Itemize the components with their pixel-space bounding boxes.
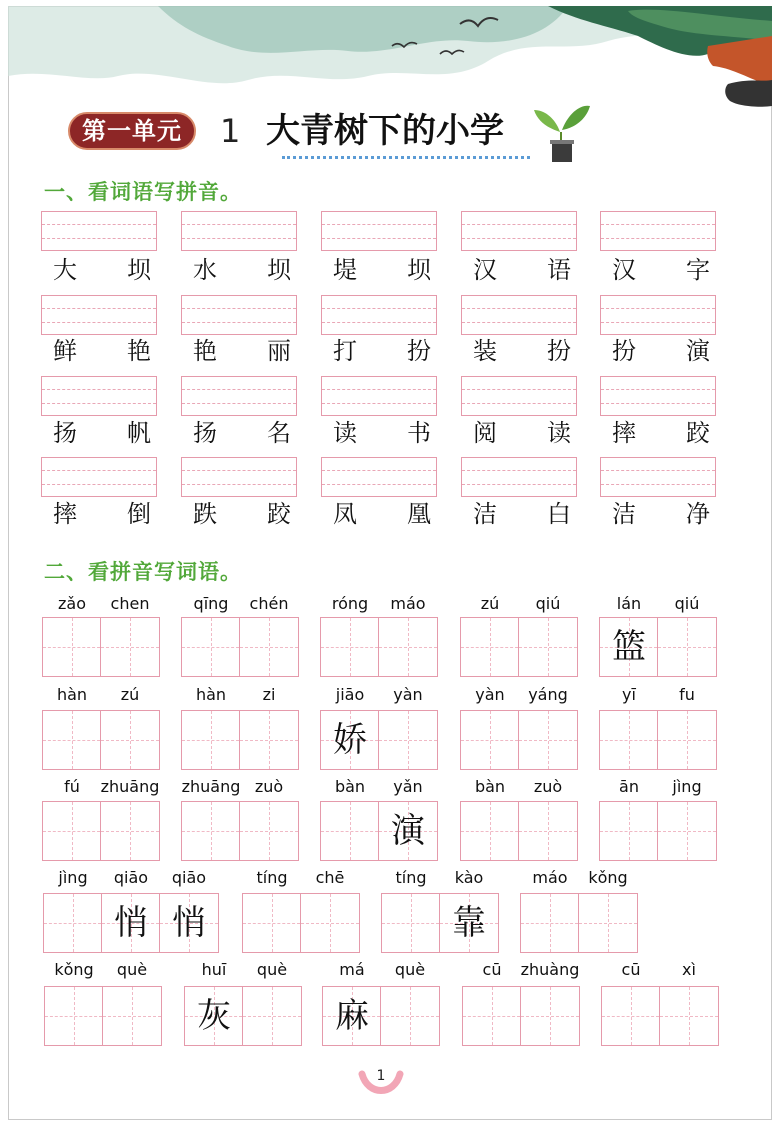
pinyin-label: jìng (58, 868, 88, 887)
word-pair (43, 499, 159, 529)
word-char: 洁 (473, 500, 497, 528)
word-char: 丽 (267, 337, 291, 365)
pinyin-label: yàn (393, 685, 423, 704)
page-number: 1 (376, 1068, 386, 1084)
pinyin-label: zhuāng (181, 777, 241, 796)
grid-cell[interactable] (321, 802, 379, 860)
given-char (182, 802, 240, 860)
word-char: 水 (193, 256, 217, 284)
writing-grid[interactable] (460, 801, 578, 861)
given-char (240, 618, 298, 676)
word-char: 凰 (407, 500, 431, 528)
pinyin-answer-box[interactable] (181, 376, 297, 416)
pinyin-label: qiú (674, 594, 700, 613)
word-char: 字 (686, 256, 710, 284)
pinyin-label: huī (201, 960, 227, 979)
pinyin-answer-box[interactable] (600, 376, 716, 416)
given-char (43, 802, 101, 860)
pinyin-label: hàn (195, 685, 227, 704)
word-pair (463, 336, 579, 366)
grid-cell[interactable] (463, 987, 521, 1045)
given-char (321, 802, 379, 860)
grid-cell[interactable] (379, 711, 437, 769)
given-char (45, 987, 103, 1045)
pinyin-answer-box[interactable] (181, 295, 297, 335)
grid-cell[interactable] (660, 987, 718, 1045)
pinyin-answer-box[interactable] (41, 376, 157, 416)
word-pair (463, 499, 579, 529)
section1-heading: 一、看词语写拼音。 (44, 180, 242, 204)
given-char (658, 711, 716, 769)
grid-cell[interactable] (240, 618, 298, 676)
word-char: 洁 (612, 500, 636, 528)
grid-cell[interactable] (44, 894, 102, 952)
grid-cell[interactable] (101, 711, 159, 769)
grid-cell[interactable] (658, 802, 716, 860)
grid-cell[interactable] (519, 618, 577, 676)
given-char: 篮 (612, 627, 646, 667)
pinyin-label: zǎo (58, 594, 86, 613)
given-char (321, 618, 379, 676)
pinyin-label: róng (331, 594, 369, 613)
word-pair (43, 418, 159, 448)
pinyin-label: zú (120, 685, 140, 704)
pinyin-label: qiú (535, 594, 561, 613)
given-char (600, 802, 658, 860)
pinyin-label: què (394, 960, 426, 979)
given-char: 靠 (452, 903, 486, 943)
given-char (43, 618, 101, 676)
pinyin-answer-box[interactable] (321, 295, 437, 335)
grid-cell[interactable] (461, 711, 519, 769)
word-char: 书 (407, 419, 431, 447)
pinyin-answer-box[interactable] (461, 457, 577, 497)
word-pair (463, 418, 579, 448)
given-char (101, 618, 159, 676)
pinyin-answer-box[interactable] (321, 457, 437, 497)
word-pair (602, 255, 718, 285)
grid-cell[interactable] (600, 618, 658, 676)
word-char: 装 (473, 337, 497, 365)
pinyin-label: cū (621, 960, 641, 979)
pinyin-answer-box[interactable] (41, 295, 157, 335)
writing-grid[interactable] (181, 617, 299, 677)
pinyin-label: zhuàng (520, 960, 580, 979)
word-char: 坝 (267, 256, 291, 284)
word-char: 语 (547, 256, 571, 284)
word-char: 凤 (333, 500, 357, 528)
pinyin-label: yǎn (393, 777, 423, 796)
pinyin-label: ān (619, 777, 639, 796)
word-char: 扬 (53, 419, 77, 447)
grid-cell[interactable] (321, 711, 379, 769)
pinyin-label: bàn (474, 777, 506, 796)
pinyin-label: fu (679, 685, 695, 704)
pinyin-label: tíng (256, 868, 288, 887)
writing-grid[interactable] (599, 710, 717, 770)
writing-grid[interactable] (599, 801, 717, 861)
grid-cell[interactable] (579, 894, 637, 952)
word-pair (43, 255, 159, 285)
given-char (103, 987, 161, 1045)
writing-grid[interactable] (320, 710, 438, 770)
pinyin-label: què (116, 960, 148, 979)
word-char: 读 (333, 419, 357, 447)
given-char: 灰 (197, 996, 231, 1036)
given-char (600, 711, 658, 769)
word-pair (323, 336, 439, 366)
given-char (240, 802, 298, 860)
pinyin-label: qiāo (171, 868, 207, 887)
grid-cell[interactable] (440, 894, 498, 952)
pinyin-answer-box[interactable] (181, 211, 297, 251)
word-char: 帆 (127, 419, 151, 447)
writing-grid[interactable] (242, 893, 360, 953)
pinyin-label: zhuāng (100, 777, 160, 796)
writing-grid[interactable] (184, 986, 302, 1046)
given-char: 演 (391, 811, 425, 851)
given-char: 麻 (335, 996, 369, 1036)
given-char (658, 802, 716, 860)
pinyin-answer-box[interactable] (600, 457, 716, 497)
word-char: 大 (53, 256, 77, 284)
writing-grid[interactable] (599, 617, 717, 677)
given-char (521, 894, 579, 952)
word-pair (602, 418, 718, 448)
pinyin-label: kào (454, 868, 484, 887)
word-char: 艳 (127, 337, 151, 365)
grid-cell[interactable] (323, 987, 381, 1045)
given-char (519, 618, 577, 676)
word-pair (183, 418, 299, 448)
grid-cell[interactable] (521, 987, 579, 1045)
lesson-title: 大青树下的小学 (266, 111, 504, 151)
word-char: 白 (547, 500, 571, 528)
given-char (602, 987, 660, 1045)
sprout-pot-icon (528, 92, 592, 164)
grid-cell[interactable] (602, 987, 660, 1045)
lesson-number: 1 (220, 112, 241, 150)
word-char: 摔 (53, 500, 77, 528)
word-char: 净 (686, 500, 710, 528)
pinyin-answer-box[interactable] (181, 457, 297, 497)
grid-cell[interactable] (45, 987, 103, 1045)
given-char (521, 987, 579, 1045)
pinyin-answer-box[interactable] (461, 295, 577, 335)
grid-cell[interactable] (379, 802, 437, 860)
pinyin-label: yáng (528, 685, 568, 704)
pinyin-label: zuò (254, 777, 284, 796)
pinyin-label: què (256, 960, 288, 979)
pinyin-label: fú (64, 777, 80, 796)
given-char (182, 618, 240, 676)
pinyin-answer-box[interactable] (461, 376, 577, 416)
given-char (243, 894, 301, 952)
given-char (381, 987, 439, 1045)
pinyin-label: yàn (475, 685, 505, 704)
given-char (579, 894, 637, 952)
word-pair (323, 255, 439, 285)
grid-cell[interactable] (461, 802, 519, 860)
given-char: 悄 (114, 903, 148, 943)
pinyin-label: máo (532, 868, 568, 887)
given-char (379, 618, 437, 676)
pinyin-answer-box[interactable] (600, 211, 716, 251)
pinyin-label: jìng (672, 777, 702, 796)
writing-grid[interactable] (460, 617, 578, 677)
grid-cell[interactable] (182, 802, 240, 860)
pinyin-label: kǒng (54, 960, 94, 979)
pinyin-answer-box[interactable] (461, 211, 577, 251)
given-char (43, 711, 101, 769)
given-char (660, 987, 718, 1045)
writing-grid[interactable] (44, 986, 162, 1046)
grid-cell[interactable] (658, 618, 716, 676)
writing-grid[interactable] (320, 801, 438, 861)
grid-cell[interactable] (43, 711, 101, 769)
word-char: 跤 (686, 419, 710, 447)
word-pair (323, 418, 439, 448)
word-char: 扮 (547, 337, 571, 365)
given-char (44, 894, 102, 952)
pinyin-label: chē (315, 868, 345, 887)
writing-grid[interactable] (43, 893, 219, 953)
word-char: 跤 (267, 500, 291, 528)
word-pair (43, 336, 159, 366)
given-char (301, 894, 359, 952)
pinyin-label: zi (262, 685, 276, 704)
pinyin-label: bàn (334, 777, 366, 796)
grid-cell[interactable] (160, 894, 218, 952)
grid-cell[interactable] (461, 618, 519, 676)
grid-cell[interactable] (519, 802, 577, 860)
grid-cell[interactable] (521, 894, 579, 952)
grid-cell[interactable] (600, 802, 658, 860)
unit-badge: 第一单元 (68, 112, 196, 150)
pinyin-answer-box[interactable] (41, 211, 157, 251)
given-char (658, 618, 716, 676)
word-char: 阅 (473, 419, 497, 447)
word-char: 堤 (333, 256, 357, 284)
grid-cell[interactable] (600, 711, 658, 769)
pinyin-label: zú (480, 594, 500, 613)
grid-cell[interactable] (519, 711, 577, 769)
word-pair (602, 499, 718, 529)
grid-cell[interactable] (101, 618, 159, 676)
grid-cell[interactable] (103, 987, 161, 1045)
pinyin-label: má (339, 960, 365, 979)
word-pair (183, 499, 299, 529)
grid-cell[interactable] (185, 987, 243, 1045)
grid-cell[interactable] (102, 894, 160, 952)
word-char: 艳 (193, 337, 217, 365)
pinyin-label: máo (390, 594, 426, 613)
word-char: 扮 (407, 337, 431, 365)
grid-cell[interactable] (240, 711, 298, 769)
pinyin-label: qīng (193, 594, 229, 613)
given-char (379, 711, 437, 769)
grid-cell[interactable] (43, 618, 101, 676)
word-char: 跌 (193, 500, 217, 528)
pinyin-answer-box[interactable] (41, 457, 157, 497)
pinyin-label: kǒng (588, 868, 628, 887)
given-char (243, 987, 301, 1045)
grid-cell[interactable] (240, 802, 298, 860)
word-pair (463, 255, 579, 285)
grid-cell[interactable] (382, 894, 440, 952)
title-underline (282, 156, 530, 159)
given-char (461, 618, 519, 676)
word-pair (602, 336, 718, 366)
writing-grid[interactable] (181, 801, 299, 861)
grid-cell[interactable] (243, 894, 301, 952)
word-pair (183, 255, 299, 285)
pinyin-answer-box[interactable] (321, 211, 437, 251)
birds-illustration (390, 14, 520, 64)
given-char (519, 711, 577, 769)
grid-cell[interactable] (182, 711, 240, 769)
word-char: 坝 (407, 256, 431, 284)
word-char: 摔 (612, 419, 636, 447)
writing-grid[interactable] (520, 893, 638, 953)
grid-cell[interactable] (243, 987, 301, 1045)
given-char (101, 802, 159, 860)
grid-cell[interactable] (182, 618, 240, 676)
word-char: 扬 (193, 419, 217, 447)
given-char (101, 711, 159, 769)
writing-grid[interactable] (322, 986, 440, 1046)
writing-grid[interactable] (460, 710, 578, 770)
word-char: 鲜 (53, 337, 77, 365)
pinyin-label: jiāo (335, 685, 365, 704)
pinyin-answer-box[interactable] (600, 295, 716, 335)
word-char: 坝 (127, 256, 151, 284)
given-char: 娇 (333, 720, 367, 760)
grid-cell[interactable] (379, 618, 437, 676)
given-char (463, 987, 521, 1045)
writing-grid[interactable] (320, 617, 438, 677)
given-char (240, 711, 298, 769)
pinyin-answer-box[interactable] (321, 376, 437, 416)
writing-grid[interactable] (462, 986, 580, 1046)
pinyin-label: chen (110, 594, 150, 613)
grid-cell[interactable] (658, 711, 716, 769)
given-char (461, 802, 519, 860)
grid-cell[interactable] (321, 618, 379, 676)
word-char: 扮 (612, 337, 636, 365)
grid-cell[interactable] (43, 802, 101, 860)
given-char (182, 711, 240, 769)
word-char: 倒 (127, 500, 151, 528)
word-char: 演 (686, 337, 710, 365)
section2-heading: 二、看拼音写词语。 (44, 560, 242, 584)
word-char: 打 (333, 337, 357, 365)
pinyin-label: hàn (56, 685, 88, 704)
word-char: 汉 (473, 256, 497, 284)
writing-grid[interactable] (42, 710, 160, 770)
writing-grid[interactable] (381, 893, 499, 953)
word-char: 读 (547, 419, 571, 447)
given-char (382, 894, 440, 952)
pinyin-label: xì (682, 960, 696, 979)
page-number-badge (358, 1066, 404, 1096)
writing-grid[interactable] (181, 710, 299, 770)
given-char: 悄 (172, 903, 206, 943)
word-char: 汉 (612, 256, 636, 284)
word-char: 名 (267, 419, 291, 447)
given-char (461, 711, 519, 769)
grid-cell[interactable] (101, 802, 159, 860)
given-char (519, 802, 577, 860)
pinyin-label: yī (622, 685, 636, 704)
pinyin-label: tíng (395, 868, 427, 887)
word-pair (183, 336, 299, 366)
pinyin-label: chén (249, 594, 289, 613)
pinyin-label: lán (616, 594, 642, 613)
pinyin-label: qiāo (113, 868, 149, 887)
word-pair (323, 499, 439, 529)
pinyin-label: zuò (533, 777, 563, 796)
grid-cell[interactable] (381, 987, 439, 1045)
grid-cell[interactable] (301, 894, 359, 952)
writing-grid[interactable] (42, 801, 160, 861)
pinyin-label: cū (482, 960, 502, 979)
writing-grid[interactable] (601, 986, 719, 1046)
writing-grid[interactable] (42, 617, 160, 677)
